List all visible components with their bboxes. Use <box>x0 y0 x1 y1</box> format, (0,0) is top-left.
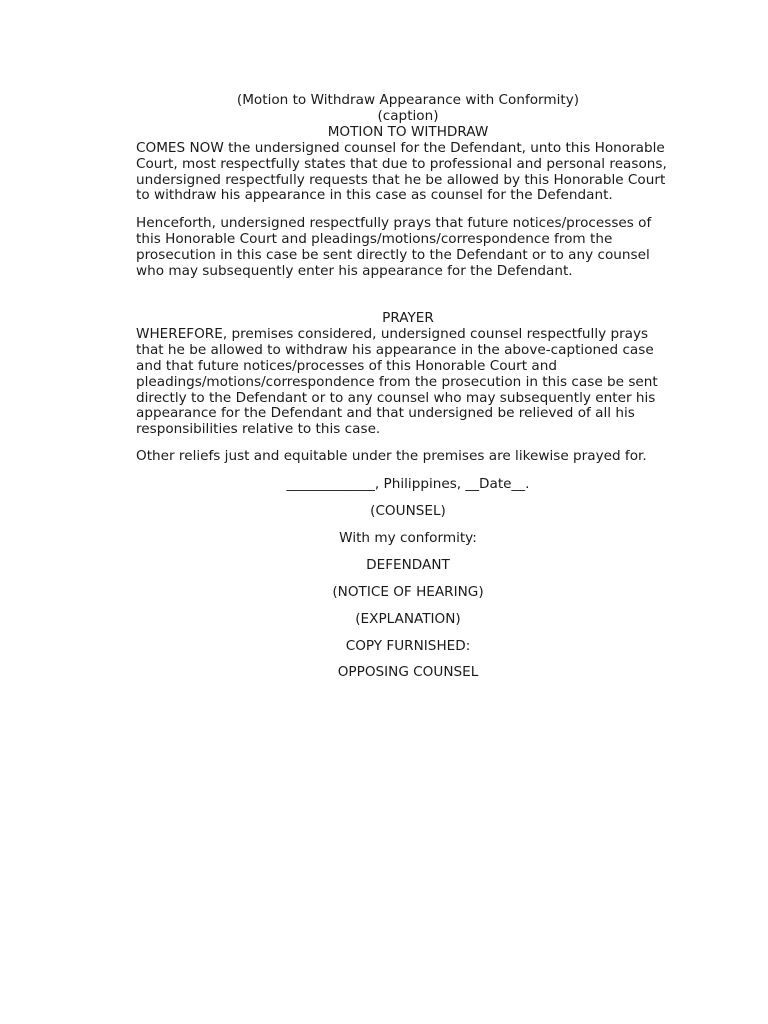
document-title: (Motion to Withdraw Appearance with Conformity) <box>236 92 580 108</box>
motion-heading: MOTION TO WITHDRAW <box>327 123 489 140</box>
prayer-paragraph: Other reliefs just and equitable under the premises are likewise prayed for. <box>136 448 647 465</box>
defendant-signature: DEFENDANT <box>366 556 450 573</box>
prayer-heading: PRAYER <box>382 309 434 326</box>
document-subtitle: (caption) <box>377 107 439 124</box>
body-paragraph: COMES NOW the undersigned counsel for the Defendant, unto this Honorable Court, most respectfully states that due to professional and personal reasons, undersigned respectfully requests that he be allowed by this Honorable Court to withdraw his appearance in this case as counsel for the Defendant. <box>136 139 667 204</box>
body-paragraph: Henceforth, undersigned respectfully prays that future notices/processes of this Honorable Court and pleadings/motions/correspondence from the prosecution in this case be sent directly to the Defendant or to any counsel who may subsequently enter his appearance for the Defendant. <box>136 215 652 280</box>
conformity-label: With my conformity: <box>339 529 477 546</box>
prayer-paragraph: WHEREFORE, premises considered, undersigned counsel respectfully prays that he be allowed to withdraw his appearance in the above-captioned case and that future notices/processes of this Honorable Court and pleadings/motions/correspondence from the prosecution in this case be sent directly to the Defendant or to any counsel who may subsequently enter his appearance for the Defendant and that undersigned be relieved of all his responsibilities relative to this case. <box>136 325 658 438</box>
place-date-line: _____________, Philippines, __Date__. <box>286 476 530 493</box>
opposing-counsel: OPPOSING COUNSEL <box>337 664 479 681</box>
explanation-label: (EXPLANATION) <box>355 610 461 627</box>
copy-furnished-label: COPY FURNISHED: <box>345 637 471 654</box>
notice-of-hearing: (NOTICE OF HEARING) <box>332 583 484 600</box>
counsel-signature: (COUNSEL) <box>370 503 446 520</box>
document-page <box>136 93 680 681</box>
